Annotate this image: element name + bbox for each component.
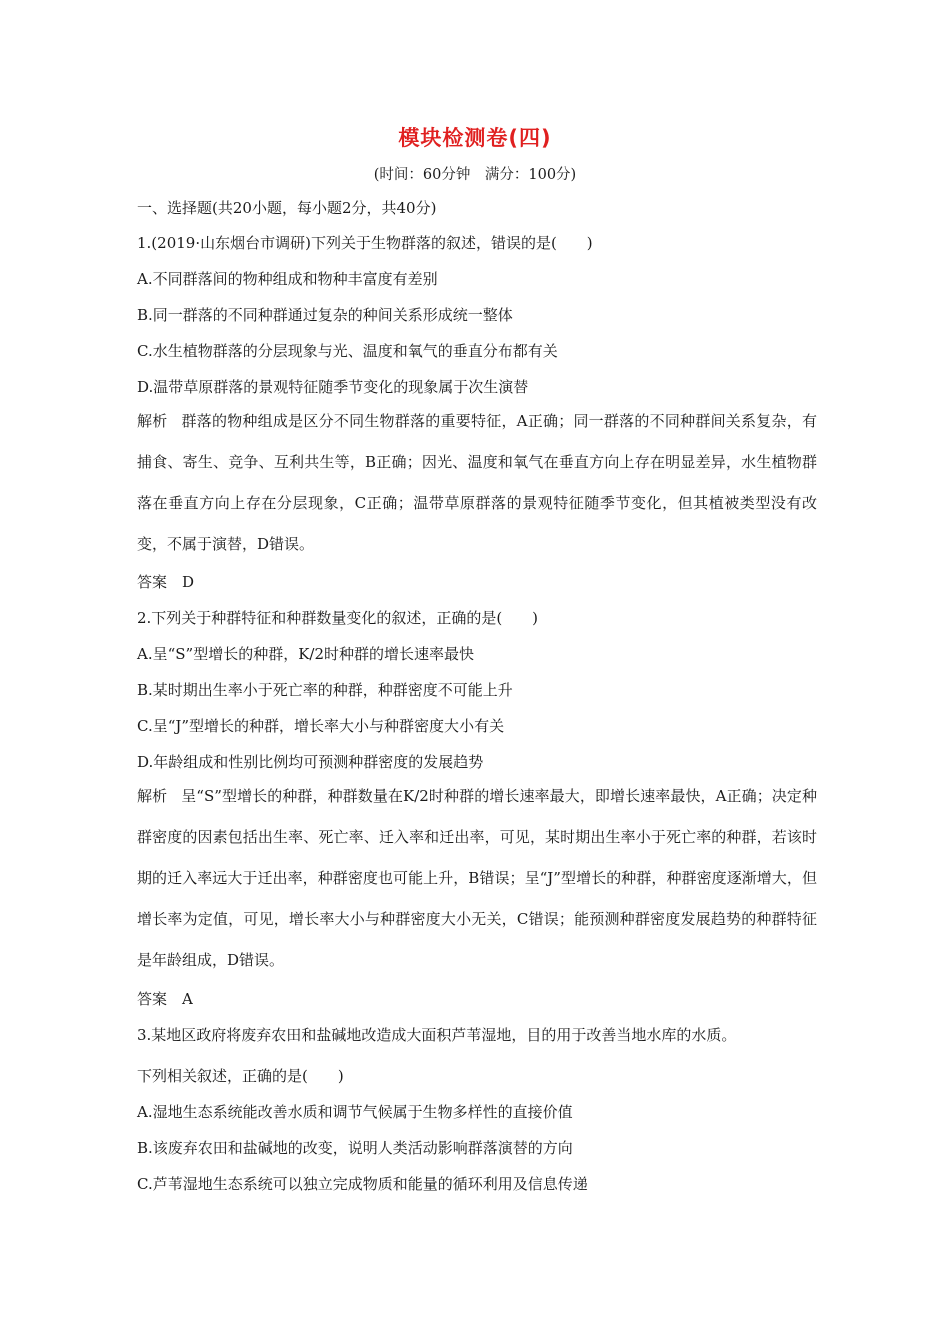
question-2-option-d: D.年龄组成和性别比例均可预测种群密度的发展趋势 [137, 753, 484, 771]
question-3-stem-cont: 下列相关叙述，正确的是( ) [137, 1067, 344, 1085]
question-1-option-d: D.温带草原群落的景观特征随季节变化的现象属于次生演替 [137, 378, 529, 396]
analysis-text: 群落的物种组成是区分不同生物群落的重要特征，A正确；同一群落的不同种群间关系复杂，有捕食、寄生、竞争、互利共生等，B正确；因光、温度和氧气在垂直方向上存在明显差异，水生植物群落在垂直方向上存在分层现象，C正确；温带草原群落的景观特征随季节变化，但其植被类型没有改变，不属于演替，D错误。 [137, 412, 817, 553]
question-1-stem: 1.(2019·山东烟台市调研)下列关于生物群落的叙述，错误的是( ) [137, 234, 593, 252]
question-3-option-a: A.湿地生态系统能改善水质和调节气候属于生物多样性的直接价值 [137, 1103, 573, 1121]
question-1-option-b: B.同一群落的不同种群通过复杂的种间关系形成统一整体 [137, 306, 513, 324]
question-2-stem: 2.下列关于种群特征和种群数量变化的叙述，正确的是( ) [137, 609, 539, 627]
question-1-option-a: A.不同群落间的物种组成和物种丰富度有差别 [137, 270, 438, 288]
question-3-stem: 3.某地区政府将废弃农田和盐碱地改造成大面积芦苇湿地，目的用于改善当地水库的水质。 [137, 1026, 737, 1044]
question-2-analysis [137, 776, 817, 981]
question-3-option-c: C.芦苇湿地生态系统可以独立完成物质和能量的循环利用及信息传递 [137, 1175, 588, 1193]
page-title: 模块检测卷(四) [398, 126, 552, 150]
analysis-label: 解析 [137, 412, 168, 430]
question-2-answer: 答案 A [137, 990, 193, 1008]
question-3-option-b: B.该废弃农田和盐碱地的改变，说明人类活动影响群落演替的方向 [137, 1139, 573, 1157]
analysis-label: 解析 [137, 787, 168, 805]
question-1-answer: 答案 D [137, 573, 195, 591]
question-1-option-c: C.水生植物群落的分层现象与光、温度和氧气的垂直分布都有关 [137, 342, 558, 360]
question-1-analysis [137, 401, 817, 565]
question-2-option-b: B.某时期出生率小于死亡率的种群，种群密度不可能上升 [137, 681, 513, 699]
analysis-text: 呈“S”型增长的种群，种群数量在K/2时种群的增长速率最大，即增长速率最快，A正确；决定种群密度的因素包括出生率、死亡率、迁入率和迁出率，可见，某时期出生率小于死亡率的种群，若该时期的迁入率远大于迁出率，种群密度也可能上升，B错误；呈“J”型增长的种群，种群密度逐渐增大，但增长率为定值，可见，增长率大小与种群密度大小无关，C错误；能预测种群密度发展趋势的种群特征是年龄组成，D错误。 [137, 787, 817, 969]
question-2-option-a: A.呈“S”型增长的种群，K/2时种群的增长速率最快 [137, 645, 475, 663]
question-2-option-c: C.呈“J”型增长的种群，增长率大小与种群密度大小有关 [137, 717, 505, 735]
exam-info: (时间：60分钟 满分：100分) [373, 167, 577, 183]
section-heading: 一、选择题(共20小题，每小题2分，共40分) [137, 199, 437, 217]
